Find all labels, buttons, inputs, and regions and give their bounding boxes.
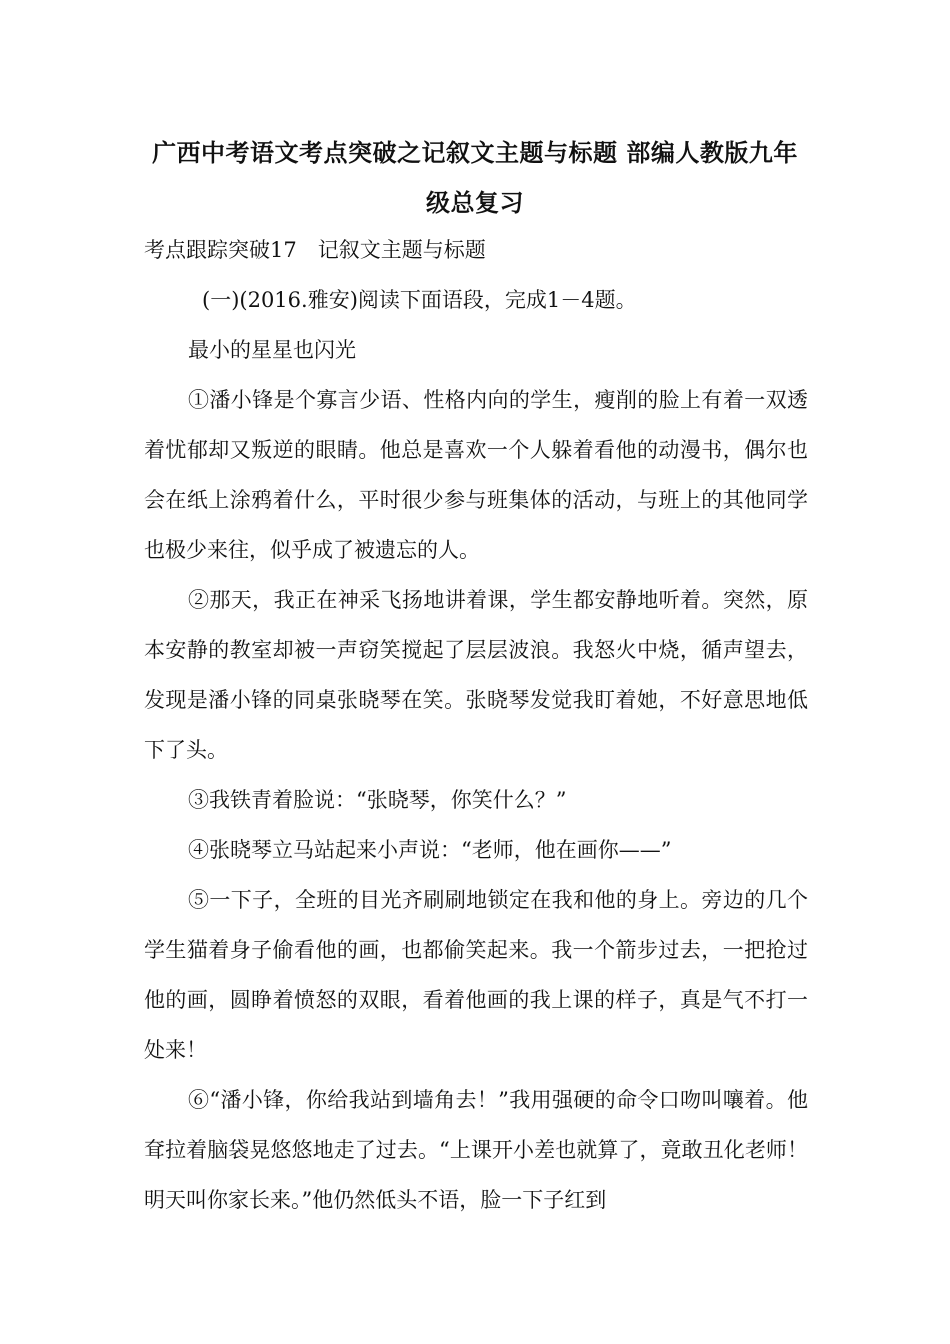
paragraph-6: ⑥“潘小锋，你给我站到墙角去！”我用强硬的命令口吻叫嚷着。他耷拉着脑袋晃悠悠地走了过去。“上课开小差也就算了，竟敢丑化老师！明天叫你家长来。”他仍然低头不语，脸一下子红到 [144, 1088, 808, 1212]
document-body [144, 225, 808, 1225]
paragraph-5: ⑤一下子，全班的目光齐刷刷地锁定在我和他的身上。旁边的几个学生猫着身子偷看他的画，也都偷笑起来。我一个箭步过去，一把抢过他的画，圆睁着愤怒的双眼，看着他画的我上课的样子，真是气不打一处来！ [144, 888, 808, 1062]
section-heading: 考点跟踪突破17 记叙文主题与标题 [144, 238, 486, 262]
paragraph-4: ④张晓琴立马站起来小声说：“老师，他在画你——” [188, 838, 672, 862]
paragraph-2: ②那天，我正在神采飞扬地讲着课，学生都安静地听着。突然，原本安静的教室却被一声窃笑搅起了层层波浪。我怒火中烧，循声望去，发现是潘小锋的同桌张晓琴在笑。张晓琴发觉我盯着她，不好意思地低下了头。 [144, 588, 808, 762]
paragraph-1: ①潘小锋是个寡言少语、性格内向的学生，瘦削的脸上有着一双透着忧郁却又叛逆的眼睛。他总是喜欢一个人躲着看他的动漫书，偶尔也会在纸上涂鸦着什么，平时很少参与班集体的活动，与班上的其他同学也极少来往，似乎成了被遗忘的人。 [144, 388, 808, 562]
paragraph-3: ③我铁青着脸说：“张晓琴，你笑什么？” [188, 788, 567, 812]
document-title: 广西中考语文考点突破之记叙文主题与标题 部编人教版九年级总复习 [152, 139, 798, 217]
passage-title: 最小的星星也闪光 [188, 338, 356, 362]
question-intro: (一)(2016.雅安)阅读下面语段，完成1－4题。 [202, 288, 637, 312]
